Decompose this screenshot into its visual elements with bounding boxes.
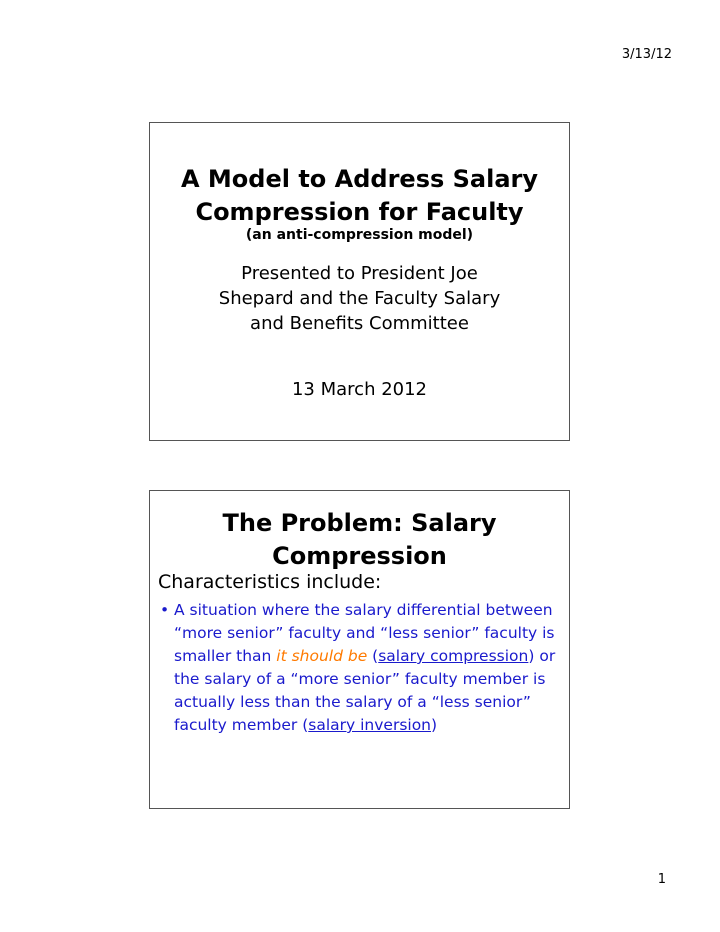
characteristics-label: Characteristics include: (158, 571, 382, 593)
slide-subtitle: (an anti-compression model) (245, 227, 474, 243)
problem-title-line-2: Compression (272, 542, 447, 570)
problem-heading (150, 507, 569, 573)
term-salary-inversion: salary inversion (308, 716, 432, 734)
bullet-text (160, 599, 560, 737)
bullet-part-3: ) or the salary of a “more senior” faculty member is actually less than the salary of a “less senior” faculty member ( (174, 647, 556, 734)
slide-title (149, 122, 570, 441)
problem-title-line-1: The Problem: Salary (222, 509, 497, 537)
title-line-1: A Model to Address Salary (180, 165, 538, 193)
slide-title-heading (150, 163, 569, 229)
bullet-part-1: A situation where the salary differential between “more senior” faculty and “less senior” faculty is smaller than (174, 601, 555, 665)
title-line-2: Compression for Faculty (195, 198, 524, 226)
bullet-item (160, 599, 560, 737)
page-number: 1 (657, 872, 666, 887)
presented-line-3: and Benefits Committee (250, 313, 469, 334)
bullet-icon: • (160, 601, 170, 619)
presented-line-2: Shepard and the Faculty Salary (218, 288, 501, 309)
presented-line-1: Presented to President Joe (241, 263, 478, 284)
slide-problem (149, 490, 570, 809)
term-salary-compression: salary compression (378, 647, 529, 665)
bullet-part-4: ) (431, 716, 438, 734)
presented-to (150, 261, 569, 336)
header-date: 3/13/12 (621, 47, 672, 62)
bullet-part-2: ( (367, 647, 379, 665)
presentation-date: 13 March 2012 (291, 379, 428, 400)
emphasis-it-should-be: it should be (276, 647, 368, 665)
